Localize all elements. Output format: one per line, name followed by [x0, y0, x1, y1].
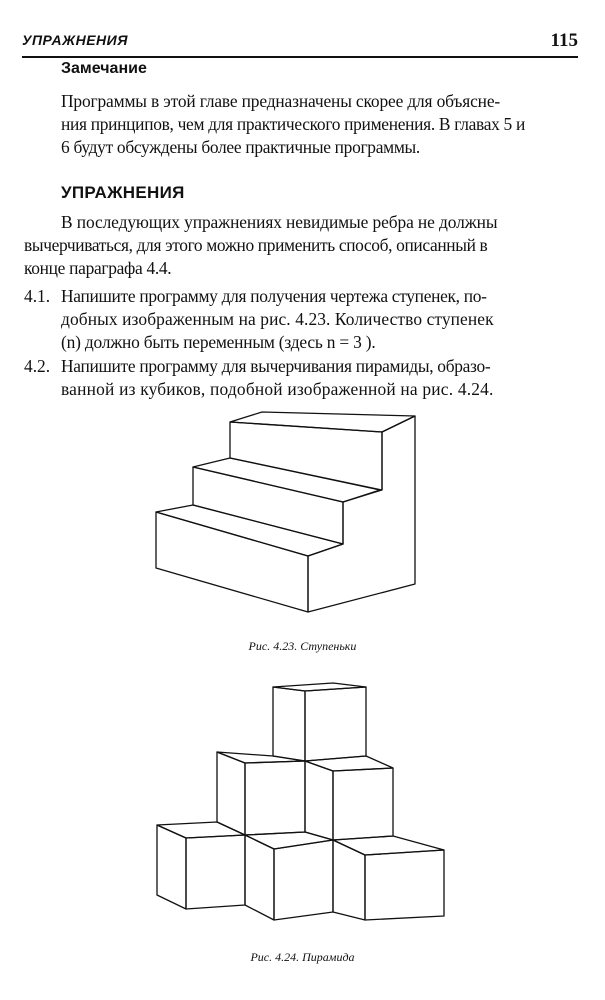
cube-middle-left [245, 761, 305, 835]
cube-bottom-left [157, 825, 186, 909]
exercise-number: 4.2. [24, 356, 51, 376]
note-title: Замечание [61, 60, 147, 77]
stair-step-2-front [193, 467, 343, 544]
stair-step-1-front [156, 512, 308, 612]
page-number: 115 [550, 30, 578, 51]
stairs-figure [156, 412, 415, 612]
cube-bottom-right [365, 850, 444, 920]
pyramid-figure [157, 683, 444, 920]
cube-middle-left [217, 752, 245, 835]
stair-step-1-top [156, 505, 343, 556]
stair-step-3-front [230, 422, 382, 490]
cube-bottom-middle [245, 835, 274, 920]
intro-line-3: конце параграфа 4.4. [24, 258, 172, 278]
exercise-line: добных изображенным на рис. 4.23. Количество ступенек [61, 309, 494, 329]
exercise-number: 4.1. [24, 286, 51, 306]
figure-caption-pyramid: Рис. 4.24. Пирамида [250, 950, 355, 964]
cube-bottom-middle [274, 840, 333, 920]
cube-bottom-middle [245, 832, 333, 849]
exercise-line: (n) должно быть переменным (здесь n = 3 ). [61, 332, 376, 352]
section-title: УПРАЖНЕНИЯ [61, 183, 185, 202]
cube-bottom-right [333, 836, 444, 855]
cube-bottom-right [333, 840, 365, 920]
cube-middle-left [217, 752, 305, 763]
note-line-2: ния принципов, чем для практического применения. В главах 5 и [61, 114, 526, 134]
note-line-3: 6 будут обсуждены более практичные программы. [61, 137, 420, 157]
cube-middle-right [305, 761, 333, 840]
cube-top [273, 683, 366, 691]
stair-step-2-top [193, 458, 380, 502]
cube-top [305, 687, 366, 761]
cube-middle-right [305, 756, 393, 771]
intro-line-1: В последующих упражнениях невидимые ребра не должны [61, 212, 498, 232]
exercise-line: ванной из кубиков, подобной изображенной на рис. 4.24. [61, 379, 494, 399]
note-line-1: Программы в этой главе предназначены скорее для объясне- [61, 91, 501, 111]
stair-side [308, 416, 415, 612]
intro-line-2: вычерчиваться, для этого можно применить способ, описанный в [24, 235, 488, 255]
exercise-line: Напишите программу для вычерчивания пирамиды, образо- [61, 356, 491, 376]
figure-caption-stairs: Рис. 4.23. Ступеньки [248, 639, 357, 653]
cube-bottom-left [186, 835, 245, 909]
exercise-line: Напишите программу для получения чертежа ступенек, по- [61, 286, 487, 306]
cube-middle-right [333, 768, 393, 840]
cube-bottom-left [157, 822, 245, 838]
cube-top [273, 687, 305, 761]
running-title: УПРАЖНЕНИЯ [22, 32, 128, 48]
